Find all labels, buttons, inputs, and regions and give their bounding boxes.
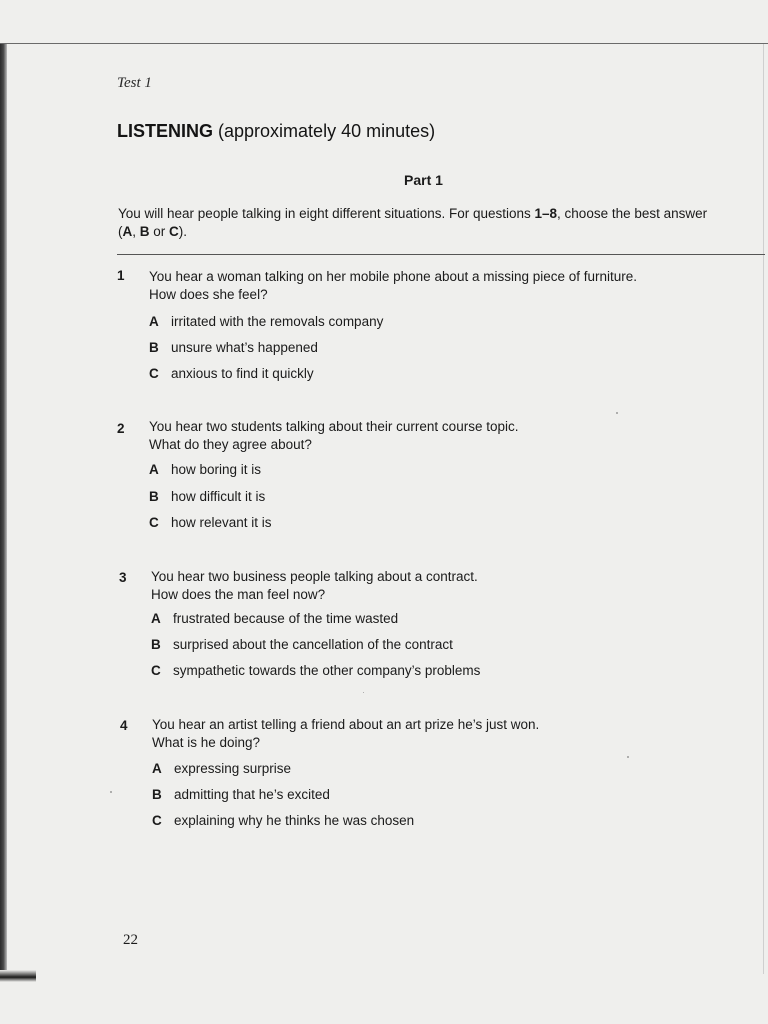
option-text: frustrated because of the time wasted — [173, 611, 399, 626]
question-stem-line: How does the man feel now? — [151, 587, 326, 602]
page-number: 22 — [123, 932, 138, 948]
option-letter: C — [152, 813, 162, 828]
instructions-text: , choose the best answer — [557, 206, 708, 221]
option-text: how boring it is — [171, 462, 262, 477]
option-text: anxious to find it quickly — [171, 366, 314, 381]
instructions-question-range: 1–8 — [534, 206, 558, 221]
option-c[interactable] — [149, 366, 314, 381]
option-letter: A — [152, 761, 162, 776]
section-title-bold: LISTENING — [117, 121, 214, 141]
scan-speck — [627, 756, 629, 758]
question-stem-line: You hear two business people talking about a contract. — [151, 569, 478, 584]
option-a[interactable] — [151, 611, 398, 626]
option-a[interactable] — [152, 761, 291, 776]
option-c[interactable] — [151, 663, 480, 678]
option-text: unsure what’s happened — [171, 340, 318, 355]
binding-edge — [0, 44, 7, 974]
option-b[interactable] — [151, 637, 453, 652]
section-title — [117, 121, 435, 142]
option-text: sympathetic towards the other company’s problems — [173, 663, 481, 678]
option-b[interactable] — [152, 787, 330, 802]
question-stem-line: You hear an artist telling a friend about an art prize he’s just won. — [152, 717, 540, 732]
instructions-option-a: A — [122, 224, 133, 239]
question-stem-line: You hear a woman talking on her mobile phone about a missing piece of furniture. — [149, 269, 638, 284]
instructions-text: , — [132, 224, 140, 239]
option-letter: B — [149, 489, 159, 504]
option-b[interactable] — [149, 340, 318, 355]
question-stem-line: How does she feel? — [149, 287, 268, 302]
instructions-divider — [117, 254, 765, 255]
option-letter: C — [149, 515, 159, 530]
question-stem — [149, 418, 518, 454]
instructions-option-b: B — [139, 224, 150, 239]
option-letter: C — [149, 366, 159, 381]
option-text: expressing surprise — [174, 761, 292, 776]
test-label: Test 1 — [117, 75, 152, 91]
top-rule — [0, 43, 768, 44]
question-stem-line: What is he doing? — [152, 735, 261, 750]
scan-speck — [110, 791, 112, 793]
scan-speck — [363, 692, 364, 693]
binding-edge-foot — [0, 970, 36, 982]
question-stem — [151, 568, 478, 604]
option-text: irritated with the removals company — [171, 314, 384, 329]
option-text: how difficult it is — [171, 489, 266, 504]
question-number: 2 — [117, 421, 125, 436]
question-number: 1 — [117, 268, 125, 283]
option-c[interactable] — [152, 813, 414, 828]
option-b[interactable] — [149, 489, 265, 504]
option-letter: B — [152, 787, 162, 802]
instructions-text: ( — [118, 224, 123, 239]
option-letter: C — [151, 663, 161, 678]
instructions-text: or — [149, 224, 170, 239]
option-letter: B — [151, 637, 161, 652]
question-stem-line: You hear two students talking about their current course topic. — [149, 419, 519, 434]
option-text: explaining why he thinks he was chosen — [174, 813, 415, 828]
instructions-text: You will hear people talking in eight different situations. For questions — [118, 206, 535, 221]
part-title: Part 1 — [404, 172, 443, 188]
option-a[interactable] — [149, 462, 261, 477]
option-letter: B — [149, 340, 159, 355]
instructions-option-c: C — [169, 224, 179, 239]
question-stem — [149, 268, 637, 304]
question-stem-line: What do they agree about? — [149, 437, 312, 452]
option-letter: A — [151, 611, 161, 626]
instructions — [118, 205, 758, 241]
option-text: surprised about the cancellation of the contract — [173, 637, 453, 652]
scan-speck — [616, 412, 618, 414]
option-letter: A — [149, 314, 159, 329]
option-letter: A — [149, 462, 159, 477]
section-title-rest: (approximately 40 minutes) — [213, 121, 436, 141]
option-a[interactable] — [149, 314, 383, 329]
option-text: admitting that he’s excited — [174, 787, 330, 802]
question-stem — [152, 716, 539, 752]
instructions-text: ). — [178, 224, 188, 239]
question-number: 3 — [119, 570, 127, 585]
option-text: how relevant it is — [171, 515, 272, 530]
question-number: 4 — [120, 718, 128, 733]
right-edge — [763, 44, 764, 974]
option-c[interactable] — [149, 515, 272, 530]
